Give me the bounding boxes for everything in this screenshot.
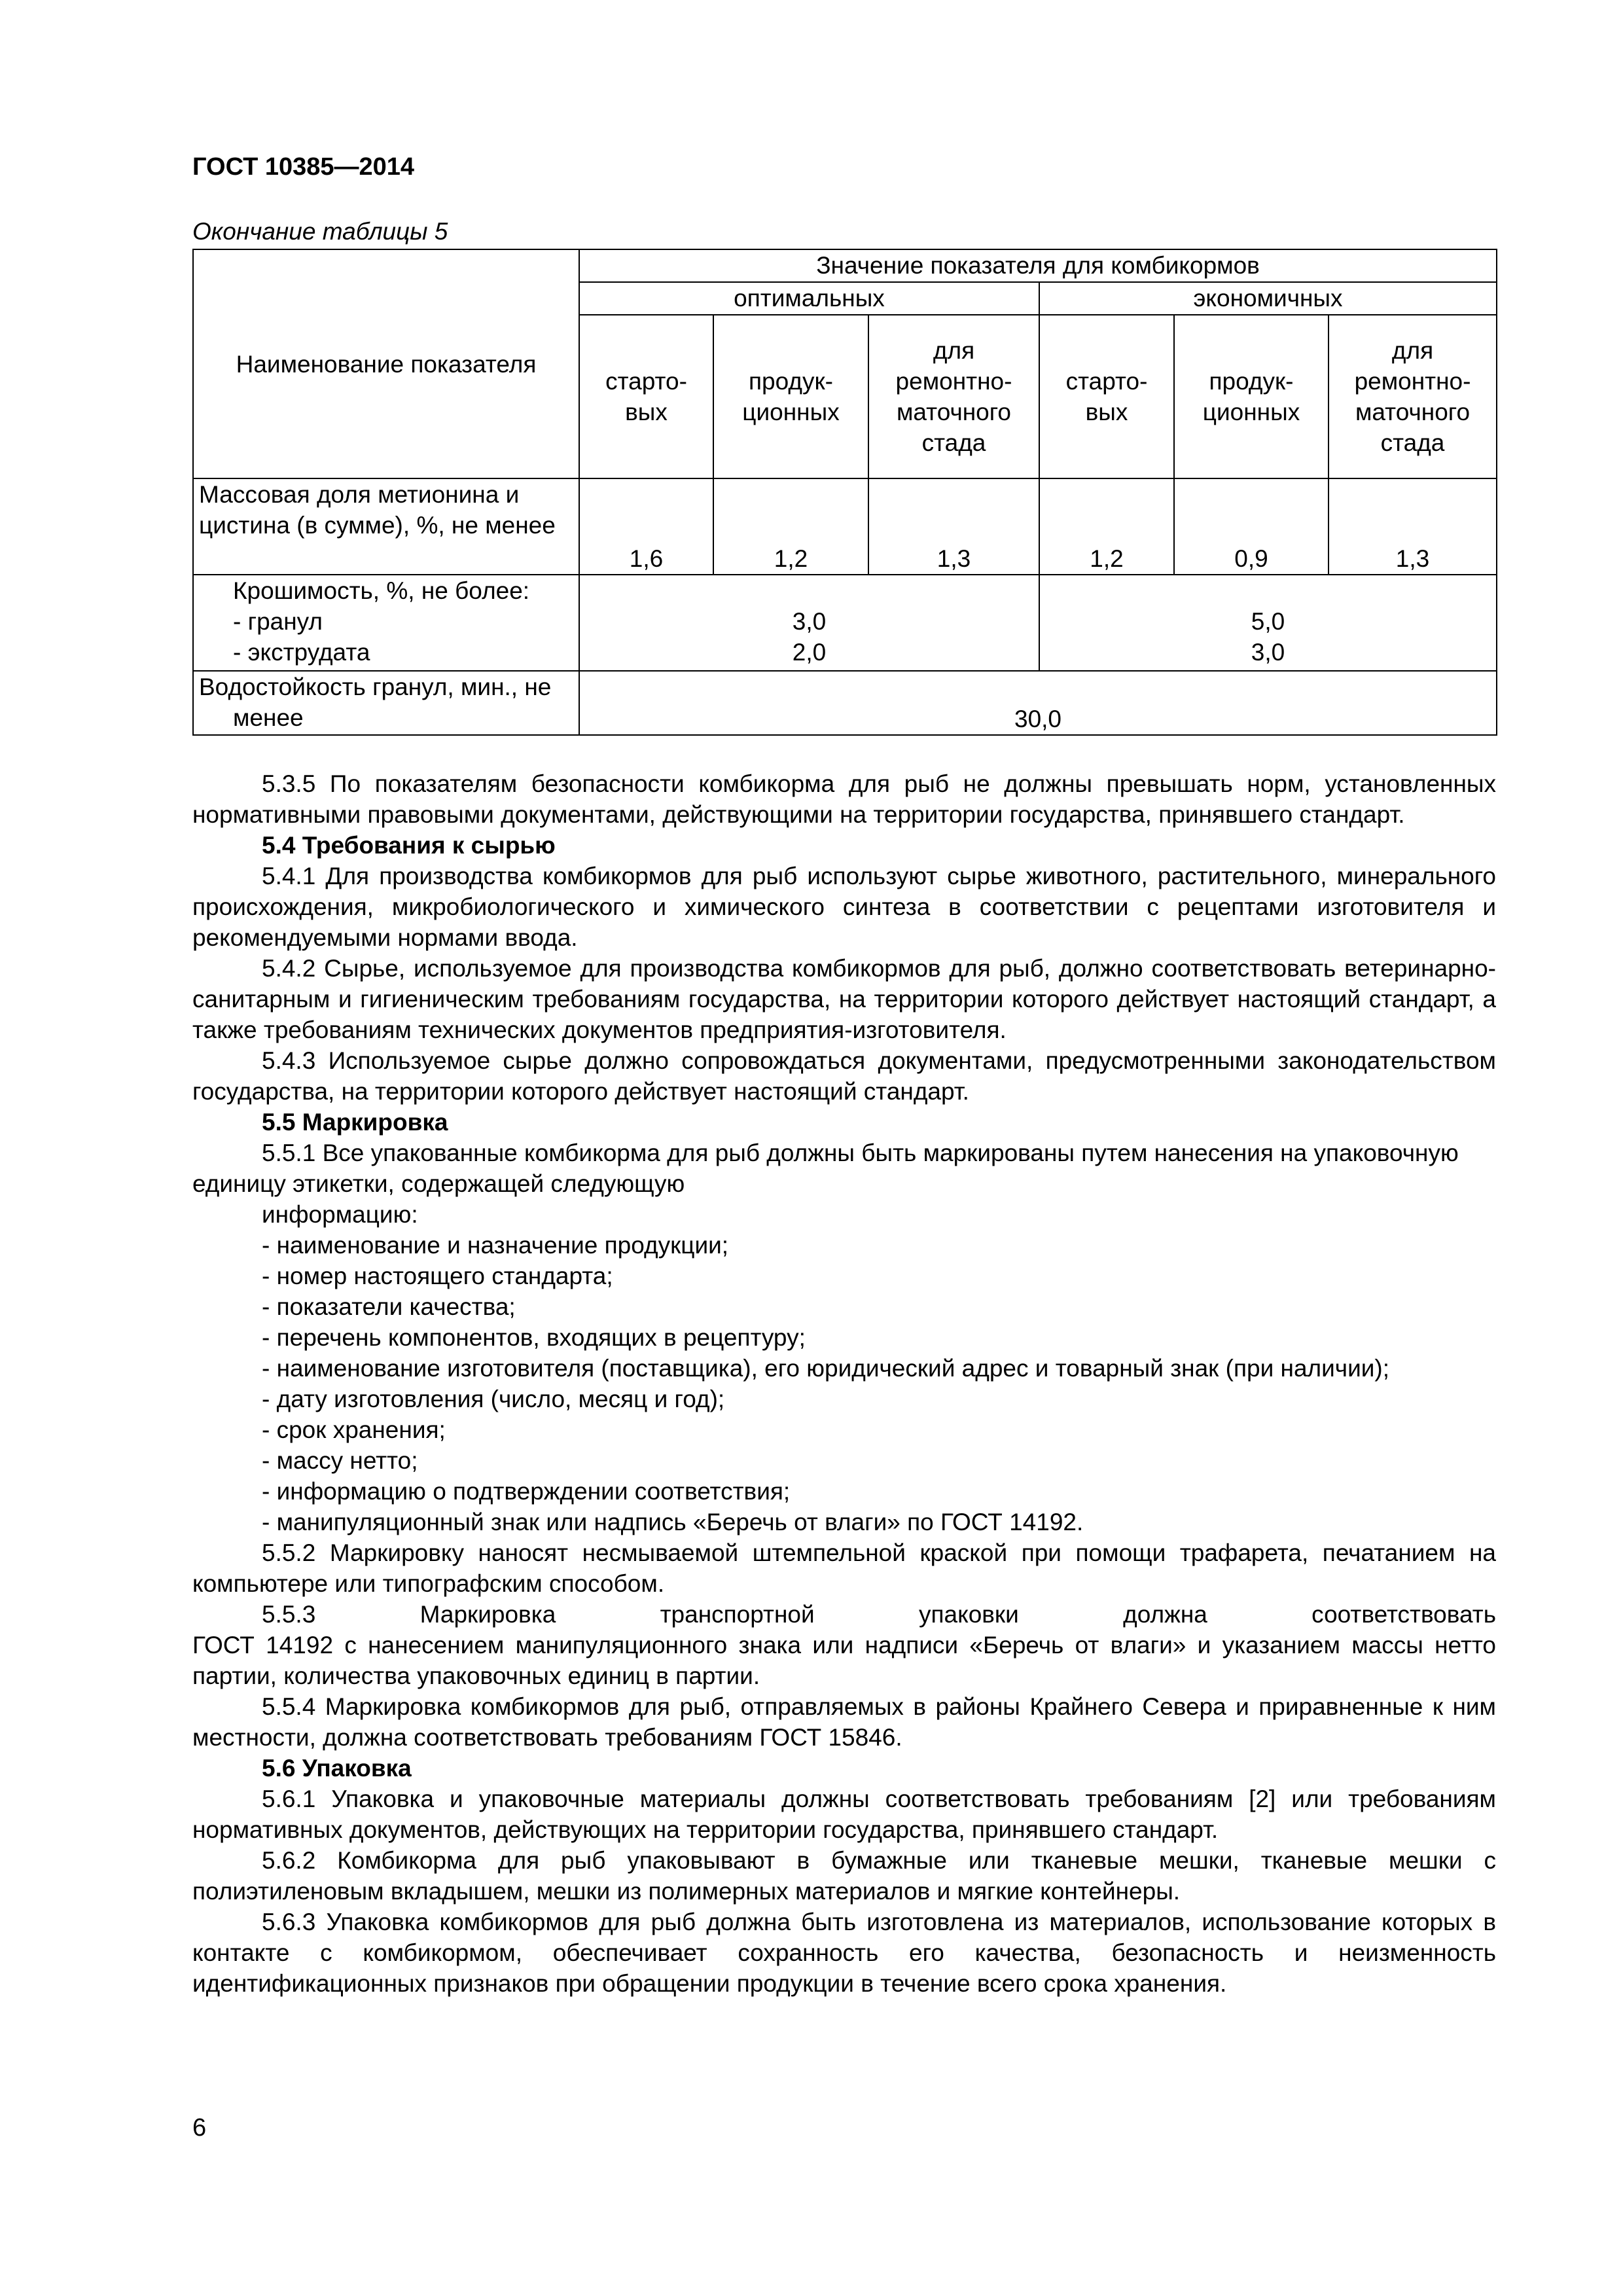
subheader-cell: старто-вых <box>1039 315 1174 478</box>
header-optimal-cell: оптимальных <box>579 282 1039 315</box>
paragraph-5-5-2: 5.5.2 Маркировку наносят несмываемой штемпельной краской при помощи трафарета, печатанием на компьютере или типографским способом. <box>192 1539 1496 1597</box>
list-item: - наименование и назначение продукции; <box>262 1232 729 1259</box>
value: 3,0 <box>792 608 827 635</box>
list-item: - номер настоящего стандарта; <box>262 1263 613 1289</box>
row-sublabel: - экструдата <box>233 639 370 666</box>
section-heading-5-5: 5.5 Маркировка <box>262 1109 448 1136</box>
subheader-cell: для ремонтно-маточного стада <box>1329 315 1497 478</box>
paragraph-5-6-1: 5.6.1 Упаковка и упаковочные материалы должны соответствовать требованиям [2] или требованиям нормативных документов, действующих на территории государства, принявшего стандарт. <box>192 1785 1496 1843</box>
paragraph-5-3-5: 5.3.5 По показателям безопасности комбикорма для рыб не должны превышать норм, установленных нормативными правовыми документами, действующими на территории государства, принявшего стандарт. <box>192 770 1496 828</box>
row-label-cell <box>193 575 579 671</box>
list-item: - наименование изготовителя (поставщика), его юридический адрес и товарный знак (при наличии); <box>262 1355 1390 1382</box>
page-number: 6 <box>192 2114 207 2142</box>
list-item: - информацию о подтверждении соответствия; <box>262 1478 791 1505</box>
subheader-cell: старто-вых <box>579 315 713 478</box>
subheader-cell: продук-ционных <box>713 315 868 478</box>
value-cell: 30,0 <box>579 671 1497 735</box>
row-label: Водостойкость гранул, мин., не менее <box>193 671 579 735</box>
body-text <box>192 768 1496 1999</box>
table-caption: Окончание таблицы 5 <box>192 218 448 245</box>
paragraph-5-5-3-rest: ГОСТ 14192 с нанесением манипуляционного знака или надписи «Беречь от влаги» и указанием массы нетто партии, количества упаковочных единиц в партии. <box>192 1632 1496 1689</box>
paragraph-5-4-2: 5.4.2 Сырье, используемое для производства комбикормов для рыб, должно соответствовать ветеринарно-санитарным и гигиеническим требованиям государства, на территории которого действует настоящий стандарт, а также требованиям технических документов предприятия-изготовителя. <box>192 955 1496 1043</box>
section-heading-5-6: 5.6 Упаковка <box>262 1755 412 1782</box>
value: 5,0 <box>1251 608 1285 635</box>
row-label: Крошимость, %, не более: <box>233 577 530 604</box>
subheader-cell: продук-ционных <box>1174 315 1329 478</box>
list-item: - показатели качества; <box>262 1293 516 1320</box>
value: 3,0 <box>1251 639 1285 666</box>
list-item: - дату изготовления (число, месяц и год); <box>262 1386 725 1412</box>
header-economic-cell: экономичных <box>1039 282 1497 315</box>
list-item: - массу нетто; <box>262 1447 418 1474</box>
economic-values-cell <box>1039 575 1497 671</box>
paragraph-5-4-1: 5.4.1 Для производства комбикормов для рыб используют сырье животного, растительного, минерального происхождения, микробиологического и химического синтеза в соответствии с рецептами изготовителя и рекомендуемыми нормами ввода. <box>192 863 1496 951</box>
value-cell: 0,9 <box>1174 478 1329 575</box>
row-sublabel: - гранул <box>233 608 323 635</box>
paragraph-5-6-3: 5.6.3 Упаковка комбикормов для рыб должна быть изготовлена из материалов, использование которых в контакте с комбикормом, обеспечивает сохранность его качества, безопасность и неизменность идентификационных признаков при обращении продукции в течение всего срока хранения. <box>192 1909 1496 1997</box>
value-cell: 1,2 <box>1039 478 1174 575</box>
optimal-values-cell <box>579 575 1039 671</box>
paragraph-5-5-4: 5.5.4 Маркировка комбикормов для рыб, отправляемых в районы Крайнего Севера и приравненные к ним местности, должна соответствовать требованиям ГОСТ 15846. <box>192 1693 1496 1751</box>
paragraph-5-6-2: 5.6.2 Комбикорма для рыб упаковывают в бумажные или тканевые мешки, тканевые мешки с полиэтиленовым вкладышем, мешки из полимерных материалов и мягкие контейнеры. <box>192 1847 1496 1905</box>
list-item: - манипуляционный знак или надпись «Беречь от влаги» по ГОСТ 14192. <box>262 1509 1084 1535</box>
table-row <box>193 575 1497 671</box>
table-5 <box>192 249 1497 736</box>
table-row <box>193 671 1497 735</box>
list-item: - срок хранения; <box>262 1416 446 1443</box>
value: 2,0 <box>792 639 827 666</box>
paragraph-5-5-1-cont: информацию: <box>262 1201 418 1228</box>
value-cell: 1,3 <box>868 478 1039 575</box>
header-group-cell: Значение показателя для комбикормов <box>579 249 1497 282</box>
header-name-cell: Наименование показателя <box>193 249 579 478</box>
table-row <box>193 478 1497 575</box>
paragraph-5-5-3-line1: 5.5.3 Маркировка транспортной упаковки должна соответствовать <box>262 1601 1496 1628</box>
subheader-cell: для ремонтно-маточного стада <box>868 315 1039 478</box>
paragraph-5-4-3: 5.4.3 Используемое сырье должно сопровождаться документами, предусмотренными законодательством государства, на территории которого действует настоящий стандарт. <box>192 1047 1496 1105</box>
list-item: - перечень компонентов, входящих в рецептуру; <box>262 1324 806 1351</box>
document-header: ГОСТ 10385—2014 <box>192 153 415 181</box>
value-cell: 1,6 <box>579 478 713 575</box>
value-cell: 1,2 <box>713 478 868 575</box>
paragraph-5-5-1: 5.5.1 Все упакованные комбикорма для рыб должны быть маркированы путем нанесения на упаковочную единицу этикетки, содержащей следующую <box>192 1139 1459 1197</box>
section-heading-5-4: 5.4 Требования к сырью <box>262 832 556 859</box>
row-label: Массовая доля метионина и цистина (в сумме), %, не менее <box>193 478 579 575</box>
value-cell: 1,3 <box>1329 478 1497 575</box>
